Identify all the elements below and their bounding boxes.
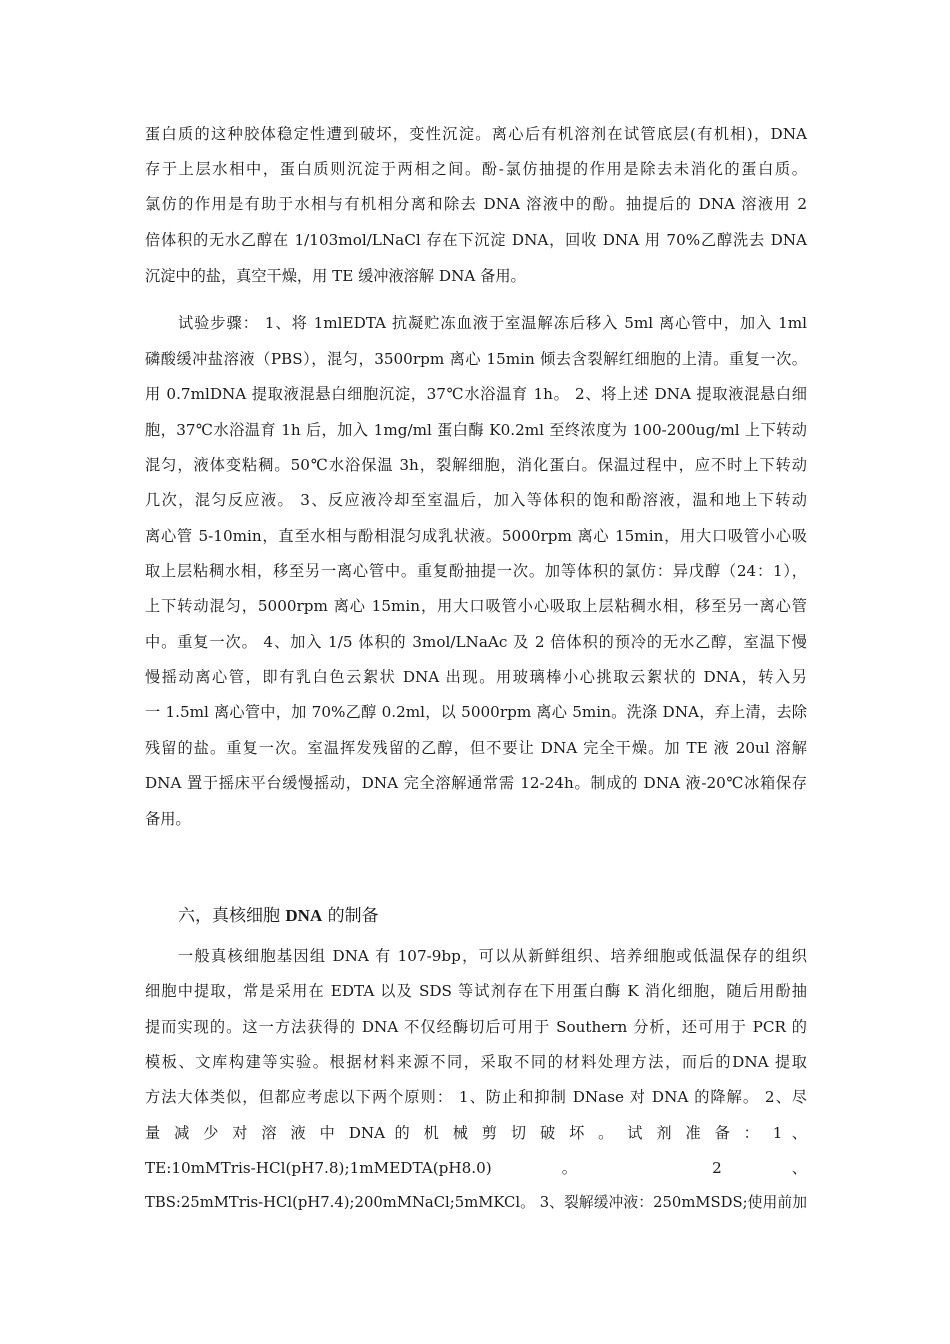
text-line: 中。重复一次。 4、加入 1/5 体积的 3mol/LNaAc 及 2 倍体积的预冷的无水乙醇，室温下慢	[145, 633, 807, 651]
text-line: 存于上层水相中，蛋白质则沉淀于两相之间。酚-氯仿抽提的作用是除去未消化的蛋白质。	[145, 160, 807, 178]
text-line: 蛋白质的这种胶体稳定性遭到破坏，变性沉淀。离心后有机溶剂在试管底层(有机相)，DNA	[145, 125, 807, 143]
text-line: 量 减 少 对 溶 液 中 DNA 的 机 械 剪 切 破 坏 。 试 剂 准 备 ： 1 、	[145, 1124, 807, 1142]
text-line: 胞，37℃水浴温育 1h 后，加入 1mg/ml 蛋白酶 K0.2ml 至终浓度为 100-200ug/ml 上下转动	[145, 421, 807, 439]
text-line: 混匀，液体变粘稠。50℃水浴保温 3h，裂解细胞，消化蛋白。保温过程中，应不时上下转动	[145, 456, 807, 474]
text-line: 细胞中提取，常是采用在 EDTA 以及 SDS 等试剂存在下用蛋白酶 K 消化细胞，随后用酚抽	[145, 982, 807, 1000]
text-line: 沉淀中的盐，真空干燥，用 TE 缓冲液溶解 DNA 备用。	[145, 267, 526, 285]
text-line: 倍体积的无水乙醇在 1/103mol/LNaCl 存在下沉淀 DNA，回收 DNA 用 70%乙醇洗去 DNA	[145, 231, 807, 249]
text-line: 备用。	[145, 810, 191, 828]
text-line: 取上层粘稠水相，移至另一离心管中。重复酚抽提一次。加等体积的氯仿：异戊醇（24：1），	[145, 562, 807, 580]
text-line: 提而实现的。这一方法获得的 DNA 不仅经酶切后可用于 Southern 分析，还可用于 PCR 的	[145, 1018, 807, 1036]
text-line: 模板、文库构建等实验。根据材料来源不同，采取不同的材料处理方法，而后的DNA 提取	[145, 1053, 807, 1071]
text-line: 试验步骤： 1、将 1mlEDTA 抗凝贮冻血液于室温解冻后移入 5ml 离心管中，加入 1ml	[178, 314, 807, 332]
heading-prefix: 六，真核细胞	[178, 906, 286, 926]
text-line: TE:10mMTris-HCl(pH7.8);1mMEDTA(pH8.0) 。 2 、	[145, 1159, 807, 1177]
text-line: 几次，混匀反应液。 3、反应液冷却至室温后，加入等体积的饱和酚溶液，温和地上下转动	[145, 491, 807, 509]
text-line: 氯仿的作用是有助于水相与有机相分离和除去 DNA 溶液中的酚。抽提后的 DNA 溶液用 2	[145, 195, 807, 213]
text-line: 一 1.5ml 离心管中，加 70%乙醇 0.2ml，以 5000rpm 离心 5min。洗涤 DNA，弃上清，去除	[145, 703, 807, 721]
heading-suffix: 的制备	[322, 906, 379, 926]
text-line: 用 0.7mlDNA 提取液混悬白细胞沉淀，37℃水浴温育 1h。 2、将上述 DNA 提取液混悬白细	[145, 385, 807, 403]
text-line: 一般真核细胞基因组 DNA 有 107-9bp，可以从新鲜组织、培养细胞或低温保存的组织	[178, 947, 807, 965]
text-line: 方法大体类似，但都应考虑以下两个原则： 1、防止和抑制 DNase 对 DNA 的降解。 2、尽	[145, 1088, 807, 1106]
text-line: 上下转动混匀，5000rpm 离心 15min，用大口吸管小心吸取上层粘稠水相，移至另一离心管	[145, 597, 807, 615]
text-line: 磷酸缓冲盐溶液（PBS），混匀，3500rpm 离心 15min 倾去含裂解红细胞的上清。重复一次。	[145, 350, 807, 368]
heading-bold: DNA	[285, 906, 323, 925]
text-line: 离心管 5-10min，直至水相与酚相混匀成乳状液。5000rpm 离心 15min，用大口吸管小心吸	[145, 527, 807, 545]
text-line: 残留的盐。重复一次。室温挥发残留的乙醇，但不要让 DNA 完全干燥。加 TE 液 20ul 溶解	[145, 739, 807, 757]
text-line: TBS:25mMTris-HCl(pH7.4);200mMNaCl;5mMKCl。 3、裂解缓冲液：250mMSDS;使用前加	[145, 1194, 807, 1211]
text-line: DNA 置于摇床平台缓慢摇动，DNA 完全溶解通常需 12-24h。制成的 DNA 液-20℃冰箱保存	[145, 774, 807, 792]
section-heading	[178, 904, 379, 928]
text-line: 慢摇动离心管，即有乳白色云絮状 DNA 出现。用玻璃棒小心挑取云絮状的 DNA，转入另	[145, 668, 807, 686]
